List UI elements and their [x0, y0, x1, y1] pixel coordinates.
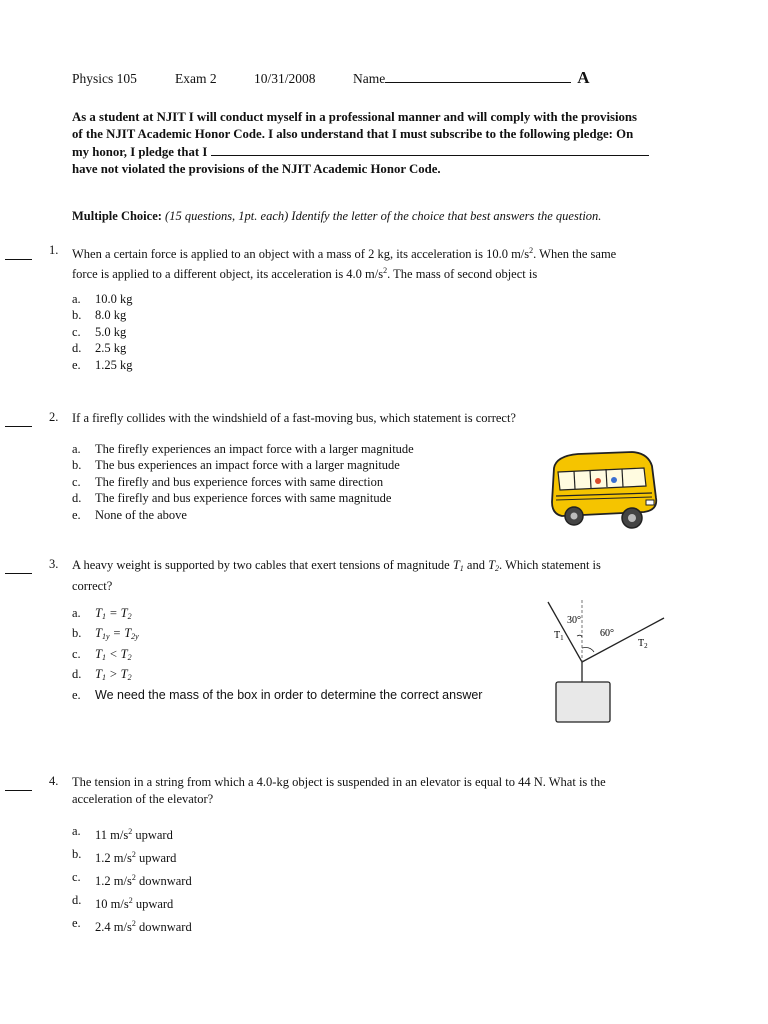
option-text: 2.4 $m/s^2$ downward [95, 919, 192, 934]
label-t1: $T_1$ [554, 630, 564, 642]
label-t2: $T_2$ [638, 638, 648, 650]
question-number-2: 2. [49, 410, 59, 424]
option-text: 11 $m/s^2$ upward [95, 827, 173, 842]
exam-date: 10/31/2008 [254, 71, 316, 86]
option-q1-d[interactable] [72, 340, 133, 356]
options-q1 [72, 291, 133, 373]
option-text: The bus experiences an impact force with a larger magnitude [95, 458, 400, 473]
option-letter: d. [72, 341, 82, 356]
q1-text-d: . The mass of second object is [387, 266, 538, 281]
option-q4-a[interactable] [72, 822, 192, 845]
option-letter: c. [72, 474, 81, 489]
option-q3-a[interactable] [72, 605, 482, 625]
option-q2-a[interactable] [72, 441, 414, 457]
answer-blank-q4[interactable] [5, 789, 32, 791]
q4-text-a: The tension in a string from which a 4.0-kg object is suspended in an elevator is equal to 44 N. What is the [72, 775, 606, 789]
q1-sup-c: 2 [383, 265, 388, 275]
q3-text-c: correct? [72, 578, 113, 593]
option-text: The firefly and bus experience forces with same direction [95, 474, 384, 489]
option-q3-b[interactable] [72, 625, 482, 645]
option-letter: c. [72, 646, 81, 661]
option-text: 8.0 kg [95, 308, 127, 323]
option-letter: a. [72, 292, 81, 306]
angle-arc-left [577, 635, 582, 637]
q3-t1: T [452, 558, 460, 572]
option-letter: b. [72, 626, 82, 641]
option-letter: d. [72, 667, 82, 682]
option-q4-b[interactable] [72, 845, 192, 868]
option-q4-c[interactable] [72, 868, 192, 891]
option-text: 5.0 kg [95, 324, 127, 339]
q3-t2-sub: 2 [495, 564, 500, 573]
option-text: None of the above [95, 507, 187, 522]
multiple-choice-heading [72, 209, 601, 224]
weight-box [556, 682, 610, 722]
option-letter: b. [72, 308, 82, 323]
option-text: 1.2 $m/s^2$ upward [95, 850, 177, 865]
angle-label-right: 60° [600, 628, 614, 639]
q3-and: and [463, 558, 489, 572]
name-field[interactable] [385, 68, 571, 83]
option-letter: c. [72, 870, 81, 884]
q4-text-b: acceleration of the elevator? [72, 791, 214, 806]
question-text-4 [72, 774, 692, 807]
option-letter: b. [72, 847, 82, 861]
option-letter: a. [72, 442, 81, 456]
option-q1-c[interactable] [72, 324, 133, 340]
option-letter: e. [72, 687, 81, 702]
option-q2-d[interactable] [72, 490, 414, 506]
mc-description: (15 questions, 1pt. each) Identify the letter of the choice that best answers the question. [165, 209, 602, 223]
option-letter: a. [72, 824, 81, 838]
option-text: 10 $m/s^2$ upward [95, 896, 174, 911]
option-q2-b[interactable] [72, 457, 414, 473]
options-q3 [72, 605, 482, 703]
q1-text-a: When a certain force is applied to an object with a mass of 2 kg, its acceleration is 10.0 m/s [72, 247, 530, 261]
exam-version: A [577, 68, 590, 87]
option-letter: e. [72, 507, 81, 522]
option-text: We need the mass of the box in order to determine the correct answer [95, 687, 483, 702]
option-q2-e[interactable] [72, 507, 414, 523]
q1-text-c: force is applied to a different object, its acceleration is 4.0 m/s [72, 266, 384, 281]
pledge-line-3 [72, 143, 692, 161]
option-text: 1.2 $m/s^2$ downward [95, 873, 192, 888]
option-letter: d. [72, 491, 82, 506]
option-q1-a[interactable] [72, 291, 133, 307]
option-q4-d[interactable] [72, 891, 192, 914]
question-text-3 [72, 557, 672, 594]
option-q3-e[interactable] [72, 687, 482, 703]
question-text-2: If a firefly collides with the windshield of a fast-moving bus, which statement is correct? [72, 411, 516, 425]
answer-blank-q1[interactable] [5, 258, 32, 260]
q3-t1-sub: 1 [459, 564, 464, 573]
option-letter: e. [72, 916, 81, 930]
option-text: The firefly experiences an impact force with a larger magnitude [95, 442, 414, 456]
answer-blank-q3[interactable] [5, 572, 32, 574]
option-q4-e[interactable] [72, 914, 192, 937]
q3-t2: T [488, 558, 496, 572]
pledge-line-1: As a student at NJIT I will conduct myself in a professional manner and will comply with the provisions [72, 110, 638, 124]
q1-sup-a: 2 [529, 246, 534, 255]
option-text: 10.0 kg [95, 292, 133, 306]
mc-label: Multiple Choice: [72, 209, 162, 223]
options-q2 [72, 441, 414, 523]
option-text: $T_1 < T_2$ [95, 646, 132, 662]
angle-label-left: 30° [567, 615, 581, 626]
option-letter: a. [72, 606, 81, 620]
q3-text-b: . Which statement is [499, 558, 601, 572]
option-q3-d[interactable] [72, 666, 482, 686]
course-name: Physics 105 [72, 71, 137, 86]
tension-diagram [540, 596, 670, 728]
question-number-3: 3. [49, 557, 59, 571]
option-q1-e[interactable] [72, 357, 133, 373]
options-q4 [72, 822, 192, 937]
option-q2-c[interactable] [72, 474, 414, 490]
angle-arc-right [582, 648, 594, 653]
option-q1-b[interactable] [72, 307, 133, 323]
option-letter: b. [72, 458, 82, 473]
pledge-line-2: of the NJIT Academic Honor Code. I also understand that I must subscribe to the following pledge: On [72, 127, 634, 141]
school-bus-illustration [548, 448, 660, 534]
question-number-1: 1. [49, 243, 59, 257]
honor-pledge [72, 109, 692, 178]
answer-blank-q2[interactable] [5, 425, 32, 427]
option-text: $T_1 > T_2$ [95, 667, 132, 683]
exam-header [72, 68, 590, 88]
option-text: 2.5 kg [95, 341, 127, 356]
option-letter: d. [72, 893, 82, 907]
name-label: Name [353, 71, 386, 86]
option-letter: e. [72, 357, 81, 372]
option-letter: c. [72, 324, 81, 339]
option-text: 1.25 kg [95, 357, 133, 372]
exam-number: Exam 2 [175, 71, 217, 86]
option-text: $T_1 = T_2$ [95, 606, 132, 621]
question-number-4: 4. [49, 774, 59, 788]
option-text: $T_{1y} = T_{2y}$ [95, 626, 139, 642]
question-text-1 [72, 243, 692, 282]
cable-t2 [582, 618, 664, 662]
q3-text-a: A heavy weight is supported by two cables that exert tensions of magnitude [72, 558, 453, 572]
q1-text-b: . When the same [533, 247, 617, 261]
option-q3-c[interactable] [72, 646, 482, 666]
signature-field[interactable] [211, 143, 649, 156]
pledge-line-4: have not violated the provisions of the NJIT Academic Honor Code. [72, 162, 441, 176]
pledge-line-3-text: my honor, I pledge that I [72, 145, 208, 159]
option-text: The firefly and bus experience forces with same magnitude [95, 491, 392, 506]
